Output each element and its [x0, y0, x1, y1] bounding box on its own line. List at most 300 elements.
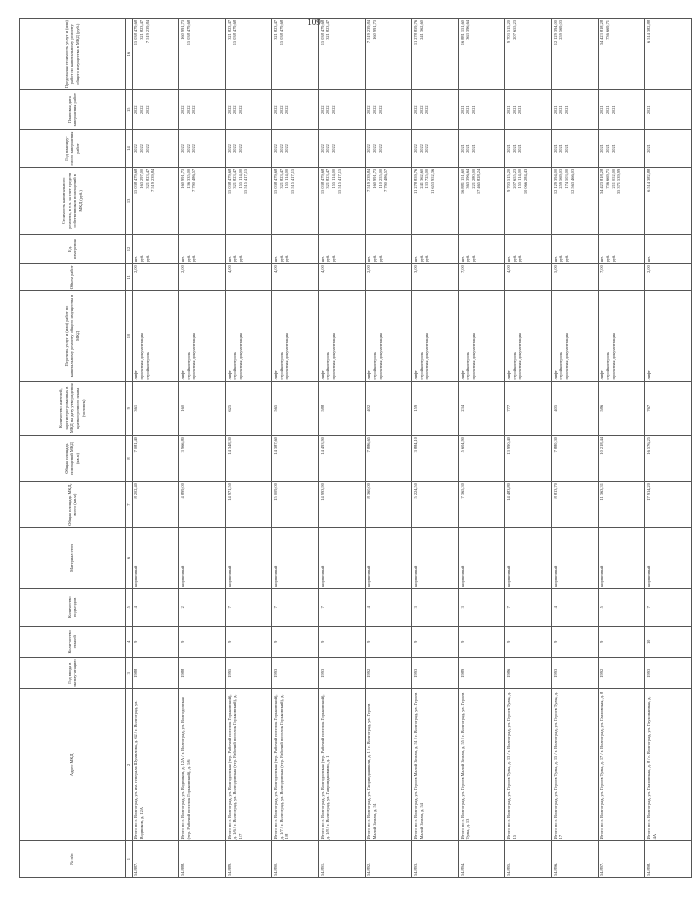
cost-cell-line: 15 038 479,68 — [273, 168, 279, 195]
works-cell-line: стройконтроль — [232, 351, 238, 380]
cost-cell-line: 363 396,64 — [465, 168, 471, 189]
date-end-cell-line: 2022 — [284, 105, 290, 115]
header-row — [20, 19, 126, 878]
area-rooms-cell: 14 493,90 — [318, 436, 365, 482]
column-number-row — [125, 19, 132, 878]
address-cell: Итого по г. Волгоград, ул. Водников, д. 12А / г. Волгоград, ул. Волгодонская (тер. Рабочий поселок Горьковский), д. 1/6 — [179, 689, 226, 841]
cost-cell — [318, 167, 365, 234]
units-cell — [179, 234, 226, 263]
year-end-cell — [318, 130, 365, 168]
entrances-cell: 4 — [551, 588, 598, 626]
limit-cell — [551, 19, 598, 90]
material-cell: кирпичный — [645, 528, 692, 589]
volume-cell: 2,00 — [645, 264, 692, 291]
column-number: 1 — [125, 841, 132, 878]
column-number: 3 — [125, 658, 132, 689]
limit-cell-line: 363 396,64 — [465, 20, 471, 40]
limit-cell-line: 321 823,47 — [139, 20, 145, 40]
date-end-cell — [132, 90, 179, 130]
date-end-cell-line: 2022 — [179, 105, 185, 115]
date-end-cell — [598, 90, 645, 130]
volume-cell: 2,00 — [365, 264, 412, 291]
material-cell: кирпичный — [272, 528, 319, 589]
volume-cell: 7,00 — [598, 264, 645, 291]
cost-cell-line: 7 790 486,57 — [383, 168, 389, 192]
entrances-cell: 7 — [505, 588, 552, 626]
year-end-cell-line: 2022 — [325, 144, 331, 153]
column-number: 16 — [125, 19, 132, 90]
limit-cell-line: 7 519 239,84 — [144, 20, 150, 44]
floors-cell: 9 — [318, 626, 365, 657]
date-end-cell-line: 2022 — [273, 105, 279, 115]
cost-cell-line: 259 569,03 — [558, 168, 564, 189]
table-row — [225, 19, 272, 878]
date-end-cell-line: 2021 — [610, 105, 616, 115]
address-cell: Итого по г. Волгоград, ул. им. генерала Шумилова, д. 62 / г. Волгоград, ул. Водников, д. 12А — [132, 689, 179, 841]
works-cell — [318, 291, 365, 381]
table-row — [318, 19, 365, 878]
limit-cell — [598, 19, 645, 90]
year-cell: 1992 — [598, 658, 645, 689]
column-number: 6 — [125, 528, 132, 589]
cost-cell-line: 321 823,47 — [232, 168, 238, 189]
units-cell-line: руб. — [604, 254, 610, 263]
area-total-cell: 8 813,70 — [551, 482, 598, 528]
volume-cell: 3,00 — [412, 264, 459, 291]
date-end-cell-line: 2021 — [506, 105, 512, 115]
date-end-cell — [645, 90, 692, 130]
limit-cell-line: 321 823,47 — [325, 20, 331, 40]
area-rooms-cell: 10 218,44 — [598, 436, 645, 482]
floors-cell: 9 — [412, 626, 459, 657]
year-end-cell-line: 2021 — [459, 144, 465, 153]
cost-cell — [365, 167, 412, 234]
units-cell-line: руб. — [418, 254, 424, 263]
cost-cell-line: 15 515 417,15 — [290, 168, 296, 195]
units-cell-line: шт. — [552, 256, 558, 263]
units-cell-line: руб. — [185, 254, 191, 263]
cost-cell-line: 12 129 394,00 — [552, 168, 558, 195]
column-number: 13 — [125, 167, 132, 234]
units-cell-line: шт. — [273, 256, 279, 263]
table-row — [365, 19, 412, 878]
cost-cell-line: 174 503,00 — [563, 168, 569, 189]
limit-cell-line: 321 823,47 — [273, 20, 279, 40]
entrances-cell: 7 — [225, 588, 272, 626]
column-number: 8 — [125, 436, 132, 482]
cost-cell-line: 15 038 479,68 — [133, 168, 139, 195]
cost-cell-line: 34 423 818,28 — [599, 168, 605, 195]
row-number: 54.896. — [551, 841, 598, 878]
year-end-cell — [505, 130, 552, 168]
column-number: 4 — [125, 626, 132, 657]
entrances-cell: 7 — [272, 588, 319, 626]
row-number: 54.897. — [598, 841, 645, 878]
works-cell-line: проектная документация — [377, 333, 383, 380]
date-end-cell-line: 2021 — [465, 105, 471, 115]
date-end-cell-line: 2022 — [232, 105, 238, 115]
year-end-cell-line: 2022 — [412, 144, 418, 153]
column-header: Перечень услуг и (или) работ по капитальному ремонту общего имущества в МКД — [20, 291, 126, 381]
address-cell: Итого по г. Волгоград, ул. Волгодонская (тер. Рабочий поселок Горьковский), д. 1/7 / г. Волгоград, ул. Волгодонская (тер. Рабочий поселок Горьковский), д. 1/8 — [272, 689, 319, 841]
column-header: Общая площадь МКД, всего (кв.м) — [20, 482, 126, 528]
date-end-cell-line: 2021 — [552, 105, 558, 115]
material-cell: кирпичный — [318, 528, 365, 589]
area-rooms-cell: 14 387,60 — [272, 436, 319, 482]
address-cell: Итого по г. Волгоград, ул. Волгодонская (тер. Рабочий поселок Горьковский), д. 1/8 / г. Волгоград, ул. Гаприндашвили, д. 1 — [318, 689, 365, 841]
cost-cell-line: 160 991,73 — [179, 168, 185, 189]
year-end-cell-line: 2022 — [377, 144, 383, 153]
units-cell-line: руб. — [610, 254, 616, 263]
limit-cell-line: 15 038 479,68 — [133, 20, 139, 46]
column-number: 10 — [125, 291, 132, 381]
entrances-cell: 4 — [365, 588, 412, 626]
row-number: 54.887. — [132, 841, 179, 878]
entrances-cell: 3 — [412, 588, 459, 626]
column-header: Предельная стоимость услуг и (или) работ по капитальному ремонту общего имущества в МКД (руб.) — [20, 19, 126, 90]
area-rooms-cell: 5 604,90 — [458, 436, 505, 482]
works-cell-line: проектная документация — [424, 333, 430, 380]
cost-cell-line: 10 066 284,43 — [523, 168, 529, 195]
column-number: 11 — [125, 264, 132, 291]
volume-cell: 2,00 — [132, 264, 179, 291]
table-row — [272, 19, 319, 878]
limit-cell — [458, 19, 505, 90]
date-end-cell-line: 2021 — [558, 105, 564, 115]
limit-cell — [505, 19, 552, 90]
year-end-cell — [132, 130, 179, 168]
units-cell-line: шт. — [319, 256, 325, 263]
units-cell-line: руб. — [558, 254, 564, 263]
floors-cell: 9 — [598, 626, 645, 657]
column-header: Год планиру-емого завершения работ — [20, 130, 126, 168]
cost-cell-line: 15 038 479,68 — [226, 168, 232, 195]
volume-cell: 4,00 — [225, 264, 272, 291]
units-cell — [598, 234, 645, 263]
year-end-cell — [458, 130, 505, 168]
year-end-cell-line: 2022 — [278, 144, 284, 153]
works-cell — [179, 291, 226, 381]
limit-cell — [318, 19, 365, 90]
date-end-cell-line: 2022 — [366, 105, 372, 115]
date-end-cell — [272, 90, 319, 130]
units-cell-line: руб. — [331, 254, 337, 263]
table-row — [412, 19, 459, 878]
year-end-cell-line: 2022 — [371, 144, 377, 153]
cost-cell — [598, 167, 645, 234]
works-cell-line: лифт — [133, 370, 139, 380]
table-row — [179, 19, 226, 878]
row-number: 54.898. — [645, 841, 692, 878]
cost-cell-line: 155 114,00 — [237, 168, 243, 189]
area-rooms-cell: 3 884,10 — [412, 436, 459, 482]
units-cell — [225, 234, 272, 263]
date-end-cell-line: 2022 — [418, 105, 424, 115]
cost-cell — [551, 167, 598, 234]
cost-cell-line: 160 991,73 — [371, 168, 377, 189]
cost-cell-line: 155 114,00 — [517, 168, 523, 189]
table-row — [132, 19, 179, 878]
works-cell-line: стройконтроль — [418, 351, 424, 380]
year-end-cell-line: 2022 — [237, 144, 243, 153]
floors-cell: 9 — [225, 626, 272, 657]
date-end-cell-line: 2021 — [645, 105, 651, 115]
year-cell: 1986 — [505, 658, 552, 689]
cost-cell-line: 321 823,47 — [278, 168, 284, 189]
area-total-cell: 8 360,00 — [365, 482, 412, 528]
works-cell-line: стройконтроль — [465, 351, 471, 380]
cost-cell-line: 241 362,60 — [418, 168, 424, 189]
date-end-cell-line: 2022 — [226, 105, 232, 115]
cost-cell-line: 9 703 515,20 — [506, 168, 512, 192]
volume-cell: 7,00 — [458, 264, 505, 291]
works-cell-line: проектная документация — [284, 333, 290, 380]
year-end-cell-line: 2022 — [273, 144, 279, 153]
residents-cell: 159 — [412, 381, 459, 435]
year-end-cell — [365, 130, 412, 168]
cost-cell — [505, 167, 552, 234]
units-cell — [272, 234, 319, 263]
residents-cell: 361 — [132, 381, 179, 435]
floors-cell: 9 — [272, 626, 319, 657]
floors-cell: 10 — [645, 626, 692, 657]
works-cell-line: проектная документация — [517, 333, 523, 380]
floors-cell: 9 — [365, 626, 412, 657]
repair-plan-table — [19, 18, 692, 878]
area-total-cell: 14 483,80 — [505, 482, 552, 528]
date-end-cell-line: 2022 — [412, 105, 418, 115]
volume-cell: 4,00 — [272, 264, 319, 291]
date-end-cell-line: 2021 — [563, 105, 569, 115]
row-number: 54.894. — [458, 841, 505, 878]
column-header: Стоимость капитального ремонта, в т.ч. за счет средств собственников помещений в МКД (руб.) — [20, 167, 126, 234]
year-cell: 1993 — [645, 658, 692, 689]
cost-cell-line: 7 519 239,84 — [366, 168, 372, 192]
cost-cell-line: 17 465 828,24 — [476, 168, 482, 195]
limit-cell-line: 321 823,47 — [226, 20, 232, 40]
date-end-cell-line: 2022 — [185, 105, 191, 115]
area-rooms-cell: 14 348,30 — [225, 436, 272, 482]
units-cell — [645, 234, 692, 263]
table-body — [132, 19, 691, 878]
column-number: 14 — [125, 130, 132, 168]
units-cell-line: шт. — [506, 256, 512, 263]
date-end-cell-line: 2022 — [144, 105, 150, 115]
works-cell — [412, 291, 459, 381]
cost-cell-line: 15 038 479,68 — [319, 168, 325, 195]
year-cell: 1989 — [458, 658, 505, 689]
limit-cell-line: 15 038 479,68 — [185, 20, 191, 46]
address-cell: Итого по г. Волгоград, ул. Героев Тулы, д. 15 / г. Волгоград, ул. Героев Тулы, д. 17 — [551, 689, 598, 841]
address-cell: Итого по г. Волгоград, ул. Героев Тулы, д. 13 / г. Волгоград, ул. Героев Тулы, д. 15 — [505, 689, 552, 841]
works-cell-line: проектная документация — [470, 333, 476, 380]
limit-cell — [645, 19, 692, 90]
works-cell — [505, 291, 552, 381]
year-end-cell-line: 2021 — [506, 144, 512, 153]
floors-cell: 9 — [458, 626, 505, 657]
cost-cell — [412, 167, 459, 234]
area-total-cell: 5 224,50 — [412, 482, 459, 528]
cost-cell-line: 136 335,00 — [185, 168, 191, 189]
units-cell-line: руб. — [465, 254, 471, 263]
works-cell-line: стройконтроль — [511, 351, 517, 380]
units-cell-line: руб. — [278, 254, 284, 263]
limit-cell — [412, 19, 459, 90]
year-end-cell-line: 2022 — [232, 144, 238, 153]
cost-cell — [132, 167, 179, 234]
cost-cell-line: 207 655,23 — [511, 168, 517, 189]
date-end-cell — [551, 90, 598, 130]
units-cell — [132, 234, 179, 263]
column-header: Общая площадь помещений МКД (кв.м) — [20, 436, 126, 482]
works-cell — [458, 291, 505, 381]
year-end-cell-line: 2022 — [139, 144, 145, 153]
cost-cell-line: 221 280,00 — [470, 168, 476, 189]
address-cell: Итого по г. Волгоград, ул. Героев Малой Земли, д. 51 / г. Волгоград, ул. Героев Малой Земли, д. 54 — [412, 689, 459, 841]
year-cell: 1993 — [551, 658, 598, 689]
table-row — [598, 19, 645, 878]
material-cell: кирпичный — [412, 528, 459, 589]
date-end-cell-line: 2021 — [604, 105, 610, 115]
material-cell: кирпичный — [225, 528, 272, 589]
column-number: 7 — [125, 482, 132, 528]
year-end-cell-line: 2021 — [645, 144, 651, 153]
year-end-cell — [179, 130, 226, 168]
residents-cell: 586 — [598, 381, 645, 435]
date-end-cell-line: 2022 — [237, 105, 243, 115]
cost-cell-line: 15 515 417,15 — [243, 168, 249, 195]
works-cell-line: стройконтроль — [185, 351, 191, 380]
residents-cell: 405 — [551, 381, 598, 435]
limit-cell-line: 15 038 479,68 — [319, 20, 325, 46]
column-header: Количество жителей, зарегистри-рованных в МКД на дату утверждения краткосрочного плана (человек) — [20, 381, 126, 435]
units-cell-line: руб. — [237, 254, 243, 263]
works-cell-line: проектная документация — [331, 333, 337, 380]
year-end-cell — [551, 130, 598, 168]
date-end-cell — [505, 90, 552, 130]
column-header: Год ввода в эксплу-атацию — [20, 658, 126, 689]
area-total-cell: 14 993,90 — [318, 482, 365, 528]
table-row — [645, 19, 692, 878]
limit-cell — [272, 19, 319, 90]
table-row — [458, 19, 505, 878]
date-end-cell-line: 2022 — [424, 105, 430, 115]
works-cell-line: лифт — [366, 370, 372, 380]
year-cell: 1995 — [225, 658, 272, 689]
column-number: 9 — [125, 381, 132, 435]
year-end-cell — [225, 130, 272, 168]
row-number: 54.892. — [365, 841, 412, 878]
year-end-cell-line: 2022 — [144, 144, 150, 153]
date-end-cell-line: 2022 — [325, 105, 331, 115]
units-cell-line: руб. — [424, 254, 430, 263]
limit-cell — [179, 19, 226, 90]
units-cell-line: руб. — [139, 254, 145, 263]
entrances-cell: 2 — [179, 588, 226, 626]
year-end-cell — [272, 130, 319, 168]
date-end-cell-line: 2022 — [133, 105, 139, 115]
cost-cell-line: 321 823,47 — [144, 168, 150, 189]
material-cell: кирпичный — [132, 528, 179, 589]
floors-cell: 9 — [505, 626, 552, 657]
cost-cell — [179, 167, 226, 234]
limit-cell-line: 15 038 479,68 — [232, 20, 238, 46]
material-cell: кирпичный — [179, 528, 226, 589]
units-cell-line: руб. — [191, 254, 197, 263]
date-end-cell-line: 2022 — [278, 105, 284, 115]
address-cell: Итого по г. Волгоград, ул. Глазовская, д. 8 / г. Волгоград, ул. Глухоманная, д. 4А — [645, 689, 692, 841]
year-cell: 1988 — [132, 658, 179, 689]
works-cell-line: стройконтроль — [325, 351, 331, 380]
works-cell-line: лифт — [412, 370, 418, 380]
residents-cell: 588 — [318, 381, 365, 435]
area-total-cell: 11 363,31 — [598, 482, 645, 528]
cost-cell-line: 12 563 466,03 — [569, 168, 575, 195]
year-end-cell-line: 2022 — [191, 144, 197, 153]
works-cell-line: лифт — [552, 370, 558, 380]
works-cell-line: стройконтроль — [278, 351, 284, 380]
row-number: 54.890. — [272, 841, 319, 878]
residents-cell: 625 — [225, 381, 272, 435]
cost-cell — [458, 167, 505, 234]
year-end-cell-line: 2021 — [599, 144, 605, 153]
date-end-cell — [412, 90, 459, 130]
column-number: 15 — [125, 90, 132, 130]
units-cell-line: руб. — [371, 254, 377, 263]
works-cell-line: лифт — [273, 370, 279, 380]
units-cell-line: шт. — [226, 256, 232, 263]
residents-cell: 565 — [272, 381, 319, 435]
year-cell: 1993 — [272, 658, 319, 689]
entrances-cell: 5 — [598, 588, 645, 626]
units-cell-line: шт. — [366, 256, 372, 263]
works-cell-line: стройконтроль — [558, 351, 564, 380]
year-end-cell-line: 2022 — [179, 144, 185, 153]
column-number: 5 — [125, 588, 132, 626]
address-cell: Итого по г. Волгоград, ул. Героев Малой Земли, д. 55 / г. Волгоград, ул. Героев Тулы, д. 13 — [458, 689, 505, 841]
works-cell-line: лифт — [179, 370, 185, 380]
works-cell — [272, 291, 319, 381]
units-cell — [318, 234, 365, 263]
limit-cell-line: 259 569,03 — [558, 20, 564, 40]
year-cell: 1988 — [179, 658, 226, 689]
row-number: 54.895. — [505, 841, 552, 878]
limit-cell-line: 11 278 859,76 — [412, 20, 418, 46]
area-rooms-cell: 16 576,25 — [645, 436, 692, 482]
date-end-cell-line: 2021 — [517, 105, 523, 115]
works-cell-line: лифт — [506, 370, 512, 380]
works-cell-line: стройконтроль — [604, 351, 610, 380]
table-row — [551, 19, 598, 878]
date-end-cell — [225, 90, 272, 130]
units-cell-line: руб. — [511, 254, 517, 263]
volume-cell: 4,00 — [505, 264, 552, 291]
limit-cell-line: 12 129 394,00 — [552, 20, 558, 46]
cost-cell-line: 7 519 239,84 — [150, 168, 156, 192]
row-number: 54.893. — [412, 841, 459, 878]
date-end-cell-line: 2022 — [319, 105, 325, 115]
limit-cell — [365, 19, 412, 90]
column-header: № п/п — [20, 841, 126, 878]
column-header: Адрес МКД — [20, 689, 126, 841]
cost-cell-line: 155 114,00 — [284, 168, 290, 189]
works-cell-line: лифт — [459, 370, 465, 380]
limit-cell-line: 7 519 239,84 — [366, 20, 372, 44]
year-end-cell-line: 2022 — [418, 144, 424, 153]
limit-cell-line: 9 703 515,20 — [506, 20, 512, 44]
cost-cell-line: 11 278 859,76 — [412, 168, 418, 194]
column-header: Количество подъездов — [20, 588, 126, 626]
